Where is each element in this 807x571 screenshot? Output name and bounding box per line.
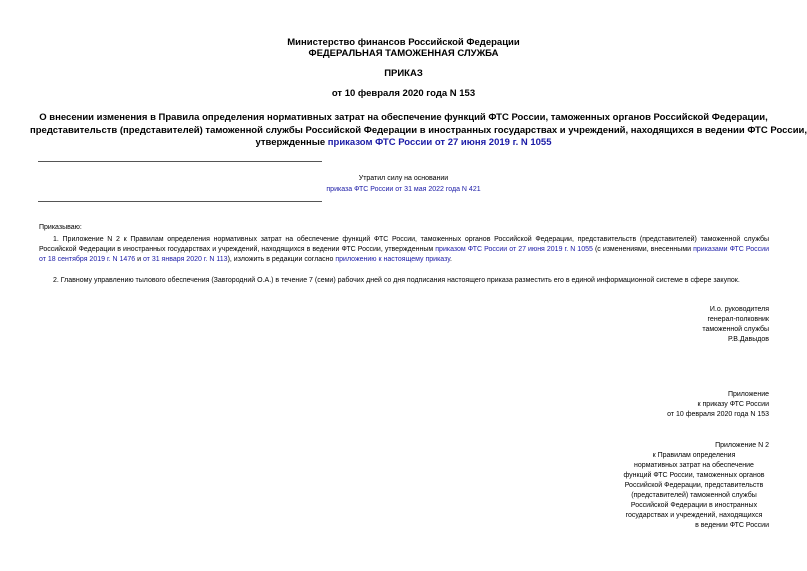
body-paragraph-1 — [39, 235, 769, 265]
appendix-2-line-3: нормативных затрат на обеспечение — [634, 462, 754, 469]
appendix-line-1: Приложение — [727, 391, 769, 398]
ministry-name: Министерство финансов Российской Федерации — [287, 37, 520, 48]
signature-block — [702, 305, 769, 345]
title-line-1: О внесении изменения в Правила определения нормативных затрат на обеспечение функций ФТС России, таможенных органов Российской Федерации, — [39, 112, 768, 123]
signature-line-2: генерал-полковник — [707, 316, 769, 323]
appendix-2-line-8: государствах и учреждений, находящихся — [625, 512, 763, 519]
appendix-2-line-9: в ведении ФТС России — [695, 522, 769, 529]
p1-amendment-link-1[interactable]: приказами ФТС России от 18 сентября 2019 г. N 1476 — [39, 246, 769, 263]
document-type: ПРИКАЗ — [384, 68, 423, 79]
status-note-text: Утратил силу на основании — [358, 175, 449, 182]
p1-text-c: и — [135, 256, 143, 263]
p1-appendix-link[interactable]: приложению к настоящему приказу — [335, 256, 451, 263]
appendix-2-line-4: функций ФТС России, таможенных органов — [623, 472, 765, 479]
appendix-2-details — [619, 451, 769, 521]
status-note-line — [0, 185, 807, 195]
service-name: ФЕДЕРАЛЬНАЯ ТАМОЖЕННАЯ СЛУЖБА — [308, 48, 499, 59]
title-line-3 — [30, 137, 777, 150]
p1-text-b: (с изменениями, внесенными — [592, 246, 694, 253]
body-intro: Приказываю: — [39, 224, 82, 231]
appendix-2-line-7: Российской Федерации в иностранных — [630, 502, 758, 509]
p1-amendment-link-2[interactable]: от 31 января 2020 г. N 113 — [142, 256, 228, 263]
signature-line-4: Р.В.Давыдов — [728, 336, 769, 343]
document-date-number: от 10 февраля 2020 года N 153 — [331, 88, 476, 99]
p1-order-link[interactable]: приказом ФТС России от 27 июня 2019 г. N 1055 — [435, 246, 593, 253]
appendix-2-line-1: Приложение N 2 — [715, 442, 769, 449]
title-line-2: представительств (представителей) таможенной службы Российской Федерации в иностранных государствах и учреждений, находящихся в ведении ФТС России, — [30, 124, 807, 136]
appendix-2-line-5: Российской Федерации, представительств — [624, 482, 764, 489]
p1-text-a: 1. Приложение N 2 к Правилам определения нормативных затрат на обеспечение функций ФТС России, таможенных органов Российской Федерации, представительств (представителей) таможенной службы Российской Федерации в иностранных государствах и учреждений, находящихся в ведении ФТС России, утвержденным — [39, 236, 769, 253]
title-order-link[interactable]: приказом ФТС России от 27 июня 2019 г. N 1055 — [327, 137, 552, 148]
appendix-block — [667, 390, 769, 420]
appendix-2-block — [715, 441, 769, 451]
divider-bottom — [38, 201, 322, 202]
p1-text-e: . — [450, 256, 452, 263]
document-title — [30, 112, 807, 150]
p1-text-d: ), изложить в редакции согласно — [227, 256, 336, 263]
appendix-line-2: к приказу ФТС России — [697, 401, 769, 408]
repeal-order-link[interactable]: приказа ФТС России от 31 мая 2022 года N 421 — [326, 186, 481, 193]
appendix-line-3: от 10 февраля 2020 года N 153 — [667, 411, 769, 418]
signature-line-1: И.о. руководителя — [709, 306, 769, 313]
divider-top — [38, 161, 322, 162]
appendix-2-last — [695, 521, 769, 531]
signature-line-3: таможенной службы — [702, 326, 769, 333]
body-paragraph-2: 2. Главному управлению тылового обеспечения (Завгородний О.А.) в течение 7 (семи) рабочих дней со дня подписания настоящего приказа разместить его в единой информационной системе в сфере закупок. — [53, 277, 740, 284]
appendix-2-line-2: к Правилам определения — [652, 452, 736, 459]
title-line-3-prefix: утвержденные — [255, 137, 328, 148]
appendix-2-line-6: (представителей) таможенной службы — [631, 492, 757, 499]
